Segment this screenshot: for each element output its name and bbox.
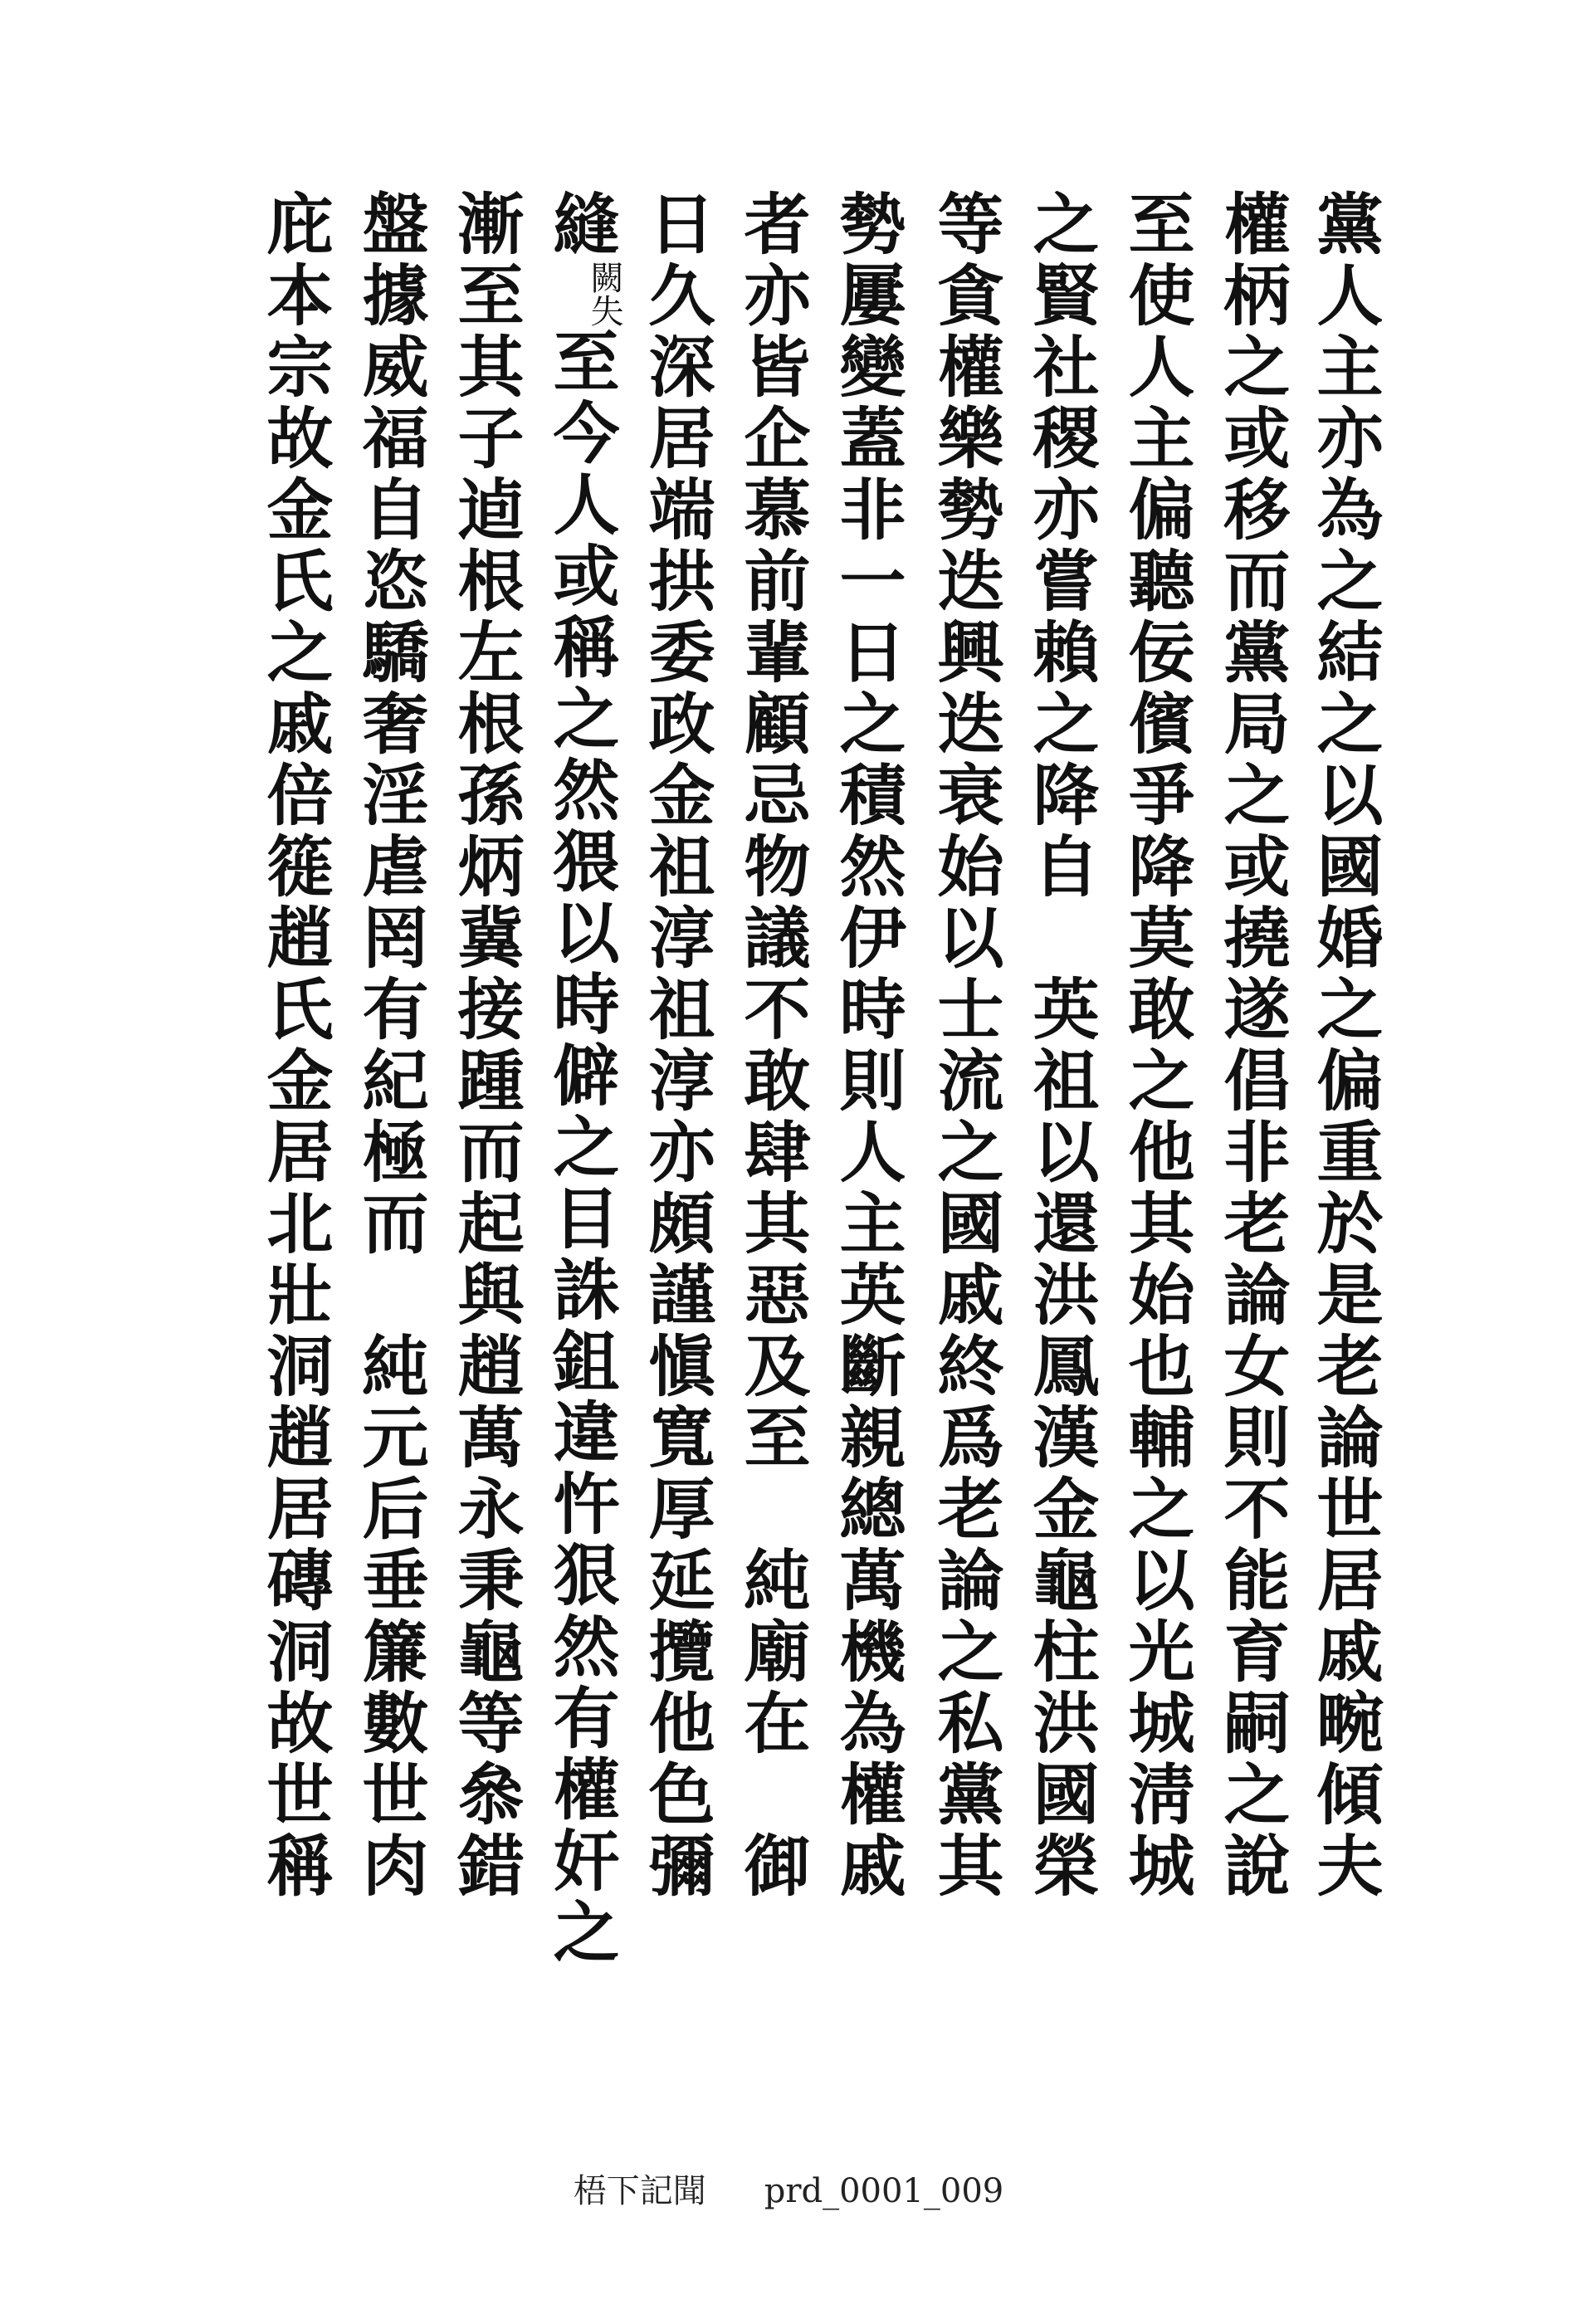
text-column-5: 等貪權樂勢迭興迭衰始以士流之國戚終爲老論之私黨其 <box>926 189 1004 1902</box>
text-column-3: 至使人主偏聽佞儐爭降莫敢之他其始也輔之以光城淸城 <box>1117 189 1195 1902</box>
text-column-11: 盤據威福自恣驕奢淫虐罔有紀極而 純元后垂簾數世肉 <box>351 189 429 1902</box>
interlinear-note: 闕失 <box>585 261 623 327</box>
column-text-start: 縫 <box>542 189 620 261</box>
text-column-2: 權柄之或移而黨局之或撓遂倡非老論女則不能育嗣之說 <box>1213 189 1291 1902</box>
text-column-12: 庇本宗故金氏之戚倍簁趙氏金居北壯洞趙居磚洞故世稱 <box>256 189 334 1902</box>
column-text-rest: 至今人或稱之然猥以時僻之目誅鉏違忤狠然有權奸之 <box>542 327 620 1969</box>
text-column-8: 日久深居端拱委政金祖淳祖淳亦頗謹愼寬厚延攬他色彌 <box>637 189 715 1902</box>
text-column-6: 勢屢變蓋非一日之積然伊時則人主英斷親總萬機為權戚 <box>828 189 906 1902</box>
text-column-9 <box>540 189 622 1969</box>
page-identifier: prd_0001_009 <box>764 2172 1004 2210</box>
text-column-1: 黨人主亦為之結之以國婚之偏重於是老論世居戚畹傾夫 <box>1306 189 1384 1902</box>
text-column-7: 者亦皆企慕前輩顧忌物議不敢肆其惡及至 純廟在 御 <box>733 189 811 1902</box>
text-column-10: 漸至其子逌根左根孫炳冀接踵而起與趙萬永秉龜等叅錯 <box>447 189 525 1902</box>
book-title: 梧下記聞 <box>573 2172 706 2210</box>
page-footer <box>0 2165 1577 2212</box>
text-column-4: 之賢社稷亦嘗賴之降自 英祖以還洪鳳漢金龜柱洪國榮 <box>1022 189 1100 1902</box>
